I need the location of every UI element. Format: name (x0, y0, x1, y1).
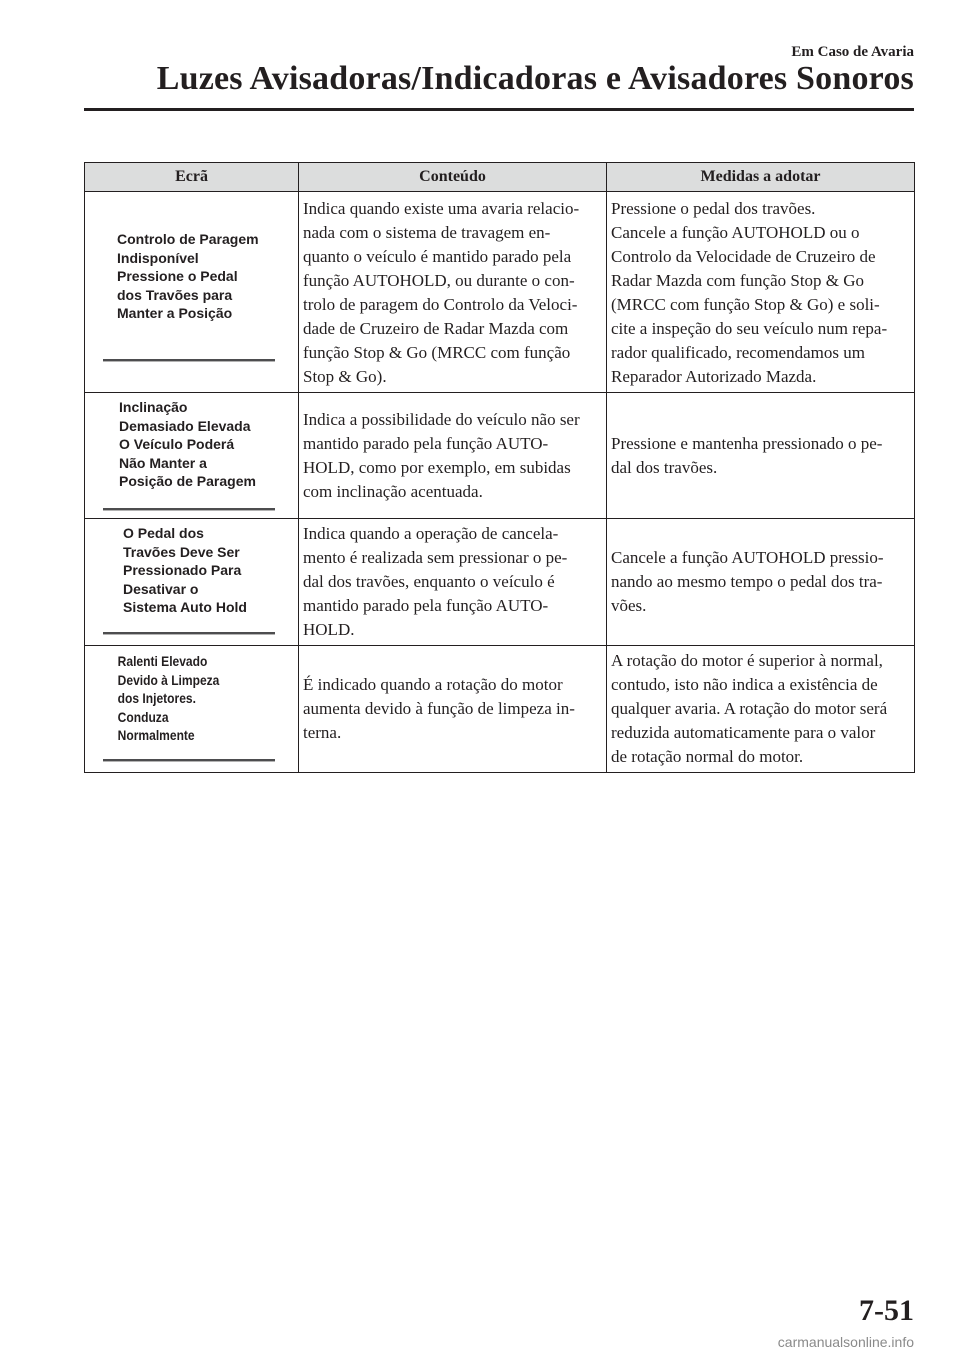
column-header-action: Medidas a adotar (607, 163, 915, 192)
content-cell: Indica a possibilidade do veículo não ser mantido parado pela função AUTO- HOLD, como por exemplo, em subidas com inclinação acentuada. (299, 393, 607, 519)
section-title: Em Caso de Avaria (791, 44, 914, 60)
screen-display (85, 519, 299, 646)
screen-display (85, 192, 299, 393)
screen-display (85, 393, 299, 519)
page-title: Luzes Avisadoras/Indicadoras e Avisadores Sonoros (156, 60, 914, 97)
display-line-graphic (103, 632, 275, 634)
page-number: 7-51 (859, 1294, 914, 1327)
header-divider (84, 108, 914, 111)
table-row (85, 192, 915, 393)
screen-message: Ralenti Elevado Devido à Limpeza dos Injetores. Conduza Normalmente (117, 653, 220, 743)
content-cell: Indica quando a operação de cancela- mento é realizada sem pressionar o pe- dal dos travões, enquanto o veículo é mantido parado pela função AUTO- HOLD. (299, 519, 607, 646)
table-row (85, 393, 915, 519)
screen-message: Inclinação Demasiado Elevada O Veículo Poderá Não Manter a Posição de Paragem (119, 399, 256, 489)
display-line-graphic (103, 359, 275, 361)
action-cell: A rotação do motor é superior à normal, contudo, isto não indica a existência de qualquer avaria. A rotação do motor será reduzida automaticamente para o valor de rotação normal do motor. (607, 646, 915, 773)
content-cell: É indicado quando a rotação do motor aumenta devido à função de limpeza in- terna. (299, 646, 607, 773)
display-line-graphic (103, 759, 275, 761)
content-cell: Indica quando existe uma avaria relacio- nada com o sistema de travagem en- quanto o veículo é mantido parado pela função AUTOHOLD, ou durante o con- trolo de paragem do Controlo da Veloci- dade de Cruzeiro de Radar Mazda com função Stop & Go (MRCC com função Stop & Go). (299, 192, 607, 393)
warning-messages-table (84, 162, 915, 773)
table-row (85, 519, 915, 646)
column-header-screen: Ecrã (85, 163, 299, 192)
table-header-row (85, 163, 915, 192)
screen-message: Controlo de Paragem Indisponível Pressione o Pedal dos Travões para Manter a Posição (117, 231, 259, 321)
screen-message: O Pedal dos Travões Deve Ser Pressionado Para Desativar o Sistema Auto Hold (123, 525, 247, 615)
action-cell: Cancele a função AUTOHOLD pressio- nando ao mesmo tempo o pedal dos tra- vões. (607, 519, 915, 646)
table-row (85, 646, 915, 773)
action-cell: Pressione o pedal dos travões. Cancele a função AUTOHOLD ou o Controlo da Velocidade de Cruzeiro de Radar Mazda com função Stop & Go (MRCC com função Stop & Go) e soli- cite a inspeção do seu veículo num repa- rador qualificado, recomendamos um Reparador Autorizado Mazda. (607, 192, 915, 393)
action-cell: Pressione e mantenha pressionado o pe- dal dos travões. (607, 393, 915, 519)
watermark: carmanualsonline.info (777, 1334, 914, 1350)
screen-display (85, 646, 299, 773)
display-line-graphic (103, 508, 275, 510)
column-header-content: Conteúdo (299, 163, 607, 192)
